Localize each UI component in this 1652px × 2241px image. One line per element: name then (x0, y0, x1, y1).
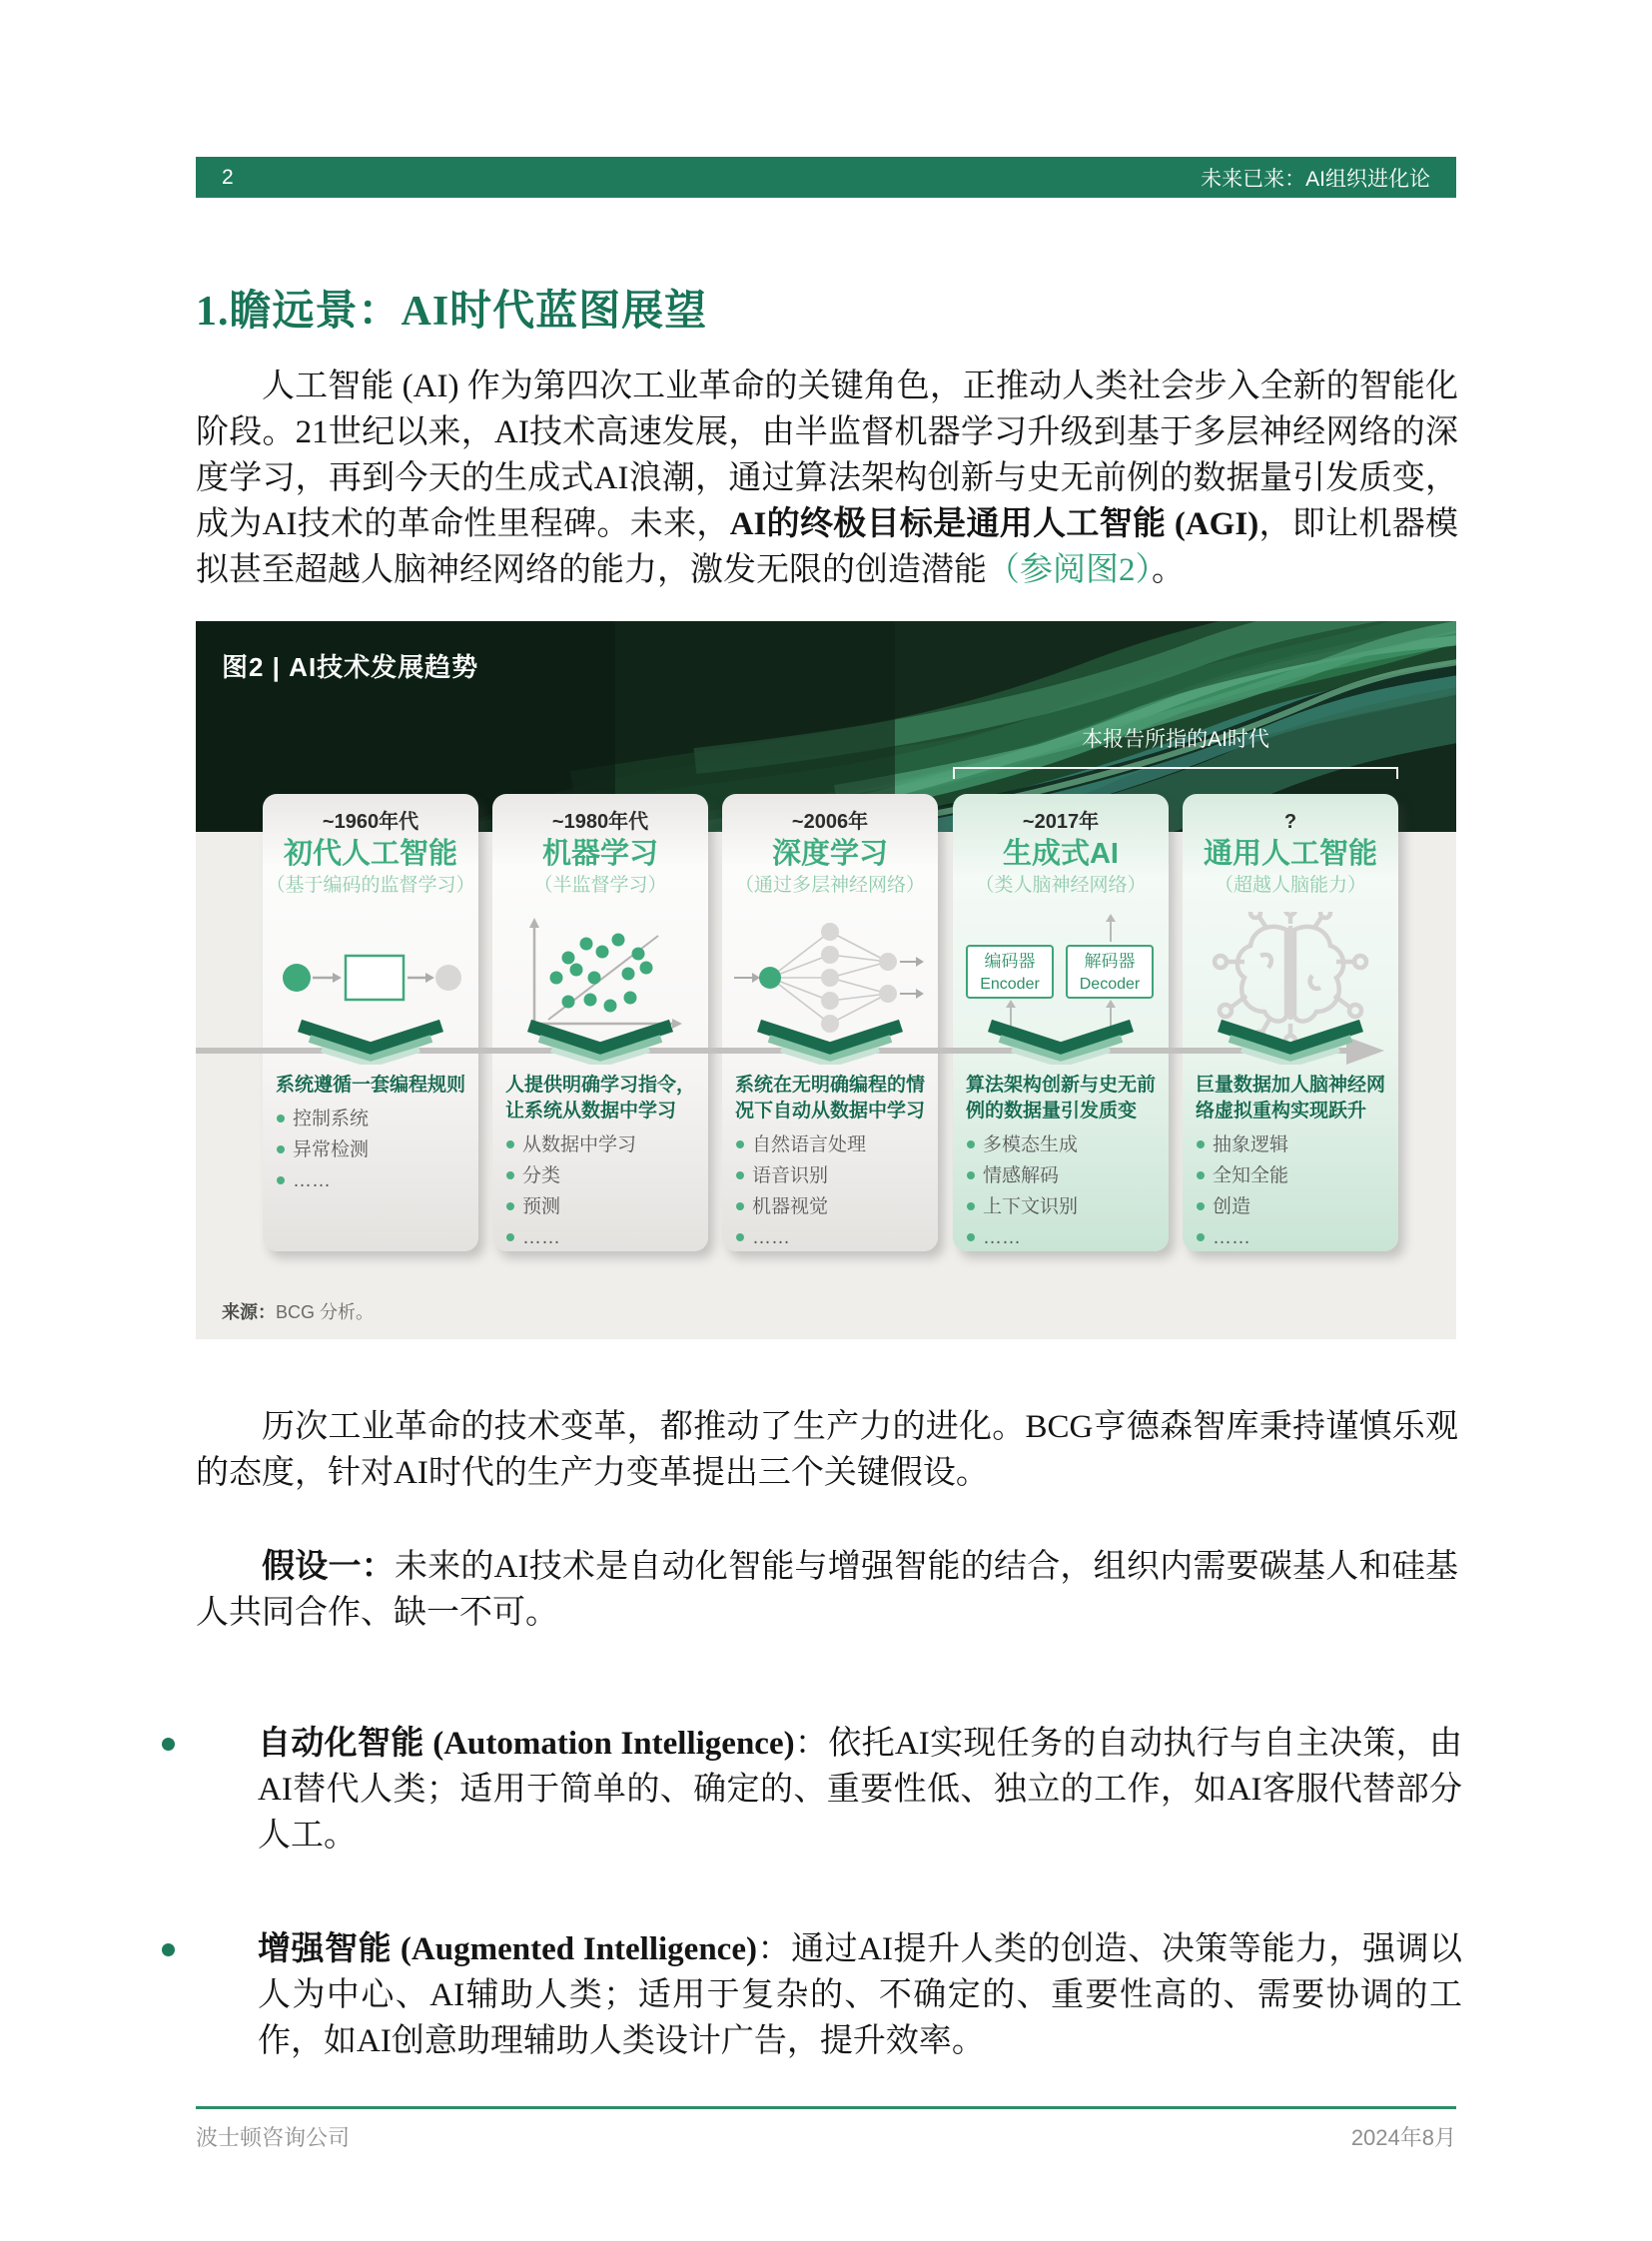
column-year: ~2006年 (791, 811, 869, 833)
column-description-block (966, 1073, 1158, 1253)
column-description: 巨量数据加人脑神经网络虚拟重构实现跃升 (1196, 1075, 1386, 1121)
column-header (492, 794, 708, 899)
column-year: ~1960年代 (322, 811, 419, 833)
column-year: ? (1283, 811, 1297, 833)
figure-source (222, 1298, 374, 1324)
list-item: …… (276, 1165, 467, 1196)
bullet-term: 自动化智能 (Automation Intelligence) (258, 1726, 795, 1762)
column-year: ~2017年 (1022, 811, 1100, 833)
intro-bold-statement: AI的终极目标是通用人工智能 (AGI) (729, 506, 1259, 542)
bullet-augmented-intelligence (196, 1926, 1462, 2064)
column-description-block (505, 1073, 697, 1253)
column-description-block (735, 1073, 927, 1253)
list-item: 异常检测 (276, 1134, 467, 1165)
chevron-down-icon (525, 1019, 675, 1065)
column-description: 系统遵循一套编程规则 (276, 1075, 466, 1096)
list-item: 多模态生成 (966, 1129, 1158, 1160)
hypothesis-1-paragraph (196, 1544, 1458, 1636)
era-bracket-label: 本报告所指的AI时代 (1082, 728, 1269, 751)
list-item: 全知全能 (1196, 1160, 1387, 1191)
hypothesis-1-text: 未来的AI技术是自动化智能与增强智能的结合，组织内需要碳基人和硅基人共同合作、缺一不可。 (196, 1549, 1458, 1631)
list-item: 预测 (505, 1191, 697, 1222)
column-title: 深度学习 (771, 838, 888, 870)
page-header-bar (196, 157, 1456, 198)
column-subtitle: （类人脑神经网络） (975, 875, 1147, 896)
list-item: 从数据中学习 (505, 1129, 697, 1160)
column-bullet-list (276, 1104, 467, 1196)
column-bullet-list (966, 1129, 1158, 1253)
bullet-term: 增强智能 (Augmented Intelligence) (258, 1931, 757, 1967)
list-item: …… (1196, 1222, 1387, 1253)
bullet-dot-icon (162, 1738, 175, 1751)
running-title: 未来已来：AI组织进化论 (1201, 167, 1430, 191)
section-title: 1.瞻远景：AI时代蓝图展望 (196, 289, 708, 335)
column-subtitle: （超越人脑能力） (1214, 875, 1366, 896)
column-year: ~1980年代 (551, 811, 649, 833)
column-description-block (1196, 1073, 1387, 1253)
body-paragraph-2: 历次工业革命的技术变革，都推动了生产力的进化。BCG亨德森智库秉持谨慎乐观的态度，针对AI时代的生产力变革提出三个关键假设。 (196, 1409, 1458, 1491)
chevron-down-icon (1216, 1019, 1365, 1065)
footer-company: 波士顿咨询公司 (196, 2125, 351, 2150)
column-subtitle: （基于编码的监督学习） (266, 875, 475, 896)
list-item: 情感解码 (966, 1160, 1158, 1191)
svg-text:Decoder: Decoder (1079, 976, 1141, 993)
column-description: 算法架构创新与史无前例的数据量引发质变 (966, 1075, 1157, 1121)
list-item: 自然语言处理 (735, 1129, 927, 1160)
column-bullet-list (1196, 1129, 1387, 1253)
list-item: …… (966, 1222, 1158, 1253)
bullet-dot-icon (162, 1943, 175, 1956)
column-subtitle: （通过多层神经网络） (734, 875, 925, 896)
list-item: 抽象逻辑 (1196, 1129, 1387, 1160)
intro-period: 。 (1152, 552, 1185, 588)
source-text: BCG 分析。 (276, 1302, 375, 1322)
footer-rule (196, 2106, 1456, 2109)
intro-after-bold: ，即让机器模拟甚至超越人脑神经网络的能力，激发无限的创造潜能 (196, 506, 1459, 588)
bullet-text: 依托AI实现任务的自动执行与自主决策，由AI替代人类；适用于简单的、确定的、重要性低、独立的工作，如AI客服代替部分人工。 (258, 1726, 1463, 1854)
column-header (1183, 794, 1398, 899)
list-item: 语音识别 (735, 1160, 927, 1191)
source-label: 来源： (222, 1302, 276, 1322)
column-title: 初代人工智能 (283, 838, 457, 870)
figure-2-reference-link[interactable]: （参阅图2） (987, 552, 1152, 588)
bullet-colon: ： (756, 1931, 792, 1967)
column-description: 人提供明确学习指令，让系统从数据中学习 (505, 1075, 696, 1121)
bullet-text: 通过AI提升人类的创造、决策等能力，强调以人为中心、AI辅助人类；适用于复杂的、不确定的、重要性高的、需要协调的工作，如AI创意助理辅助人类设计广告，提升效率。 (258, 1931, 1463, 2059)
svg-text:解码器: 解码器 (1084, 952, 1136, 971)
column-title: 生成式AI (1002, 838, 1119, 870)
footer-date: 2024年8月 (1350, 2125, 1456, 2150)
hypothesis-1-label: 假设一： (262, 1549, 395, 1585)
figure-2-panel (196, 621, 1456, 1339)
column-header (263, 794, 478, 899)
column-description: 系统在无明确编程的情况下自动从数据中学习 (735, 1075, 926, 1121)
page-number: 2 (222, 165, 234, 189)
chevron-down-icon (755, 1019, 905, 1065)
bullet-automation-intelligence (196, 1721, 1462, 1859)
column-bullet-list (735, 1129, 927, 1253)
figure-label: 图2 | AI技术发展趋势 (222, 652, 479, 682)
column-header (953, 794, 1169, 899)
svg-text:编码器: 编码器 (984, 952, 1036, 971)
list-item: …… (505, 1222, 697, 1253)
list-item: 控制系统 (276, 1104, 467, 1134)
column-header (722, 794, 938, 899)
era-bracket (953, 767, 1398, 779)
column-description-block (276, 1073, 467, 1196)
chevron-down-icon (986, 1019, 1136, 1065)
column-subtitle: （半监督学习） (533, 875, 667, 896)
list-item: 创造 (1196, 1191, 1387, 1222)
column-title: 机器学习 (541, 838, 658, 870)
bullet-colon: ： (794, 1726, 829, 1762)
intro-paragraph (196, 364, 1458, 593)
chevron-down-icon (296, 1019, 445, 1065)
intro-lead: 人工智能 (AI) 作为第四次工业革命的关键角色，正推动人类社会步入全新的智能化阶段。21世纪以来，AI技术高速发展，由半监督机器学习升级到基于多层神经网络的深度学习，再到今天的生成式AI浪潮，通过算法架构创新与史无前例的数据量引发质变，成为AI技术的革命性里程碑。未来， (196, 369, 1458, 542)
list-item: …… (735, 1222, 927, 1253)
list-item: 分类 (505, 1160, 697, 1191)
list-item: 上下文识别 (966, 1191, 1158, 1222)
column-title: 通用人工智能 (1203, 838, 1377, 870)
svg-text:Encoder: Encoder (980, 976, 1040, 993)
column-bullet-list (505, 1129, 697, 1253)
list-item: 机器视觉 (735, 1191, 927, 1222)
